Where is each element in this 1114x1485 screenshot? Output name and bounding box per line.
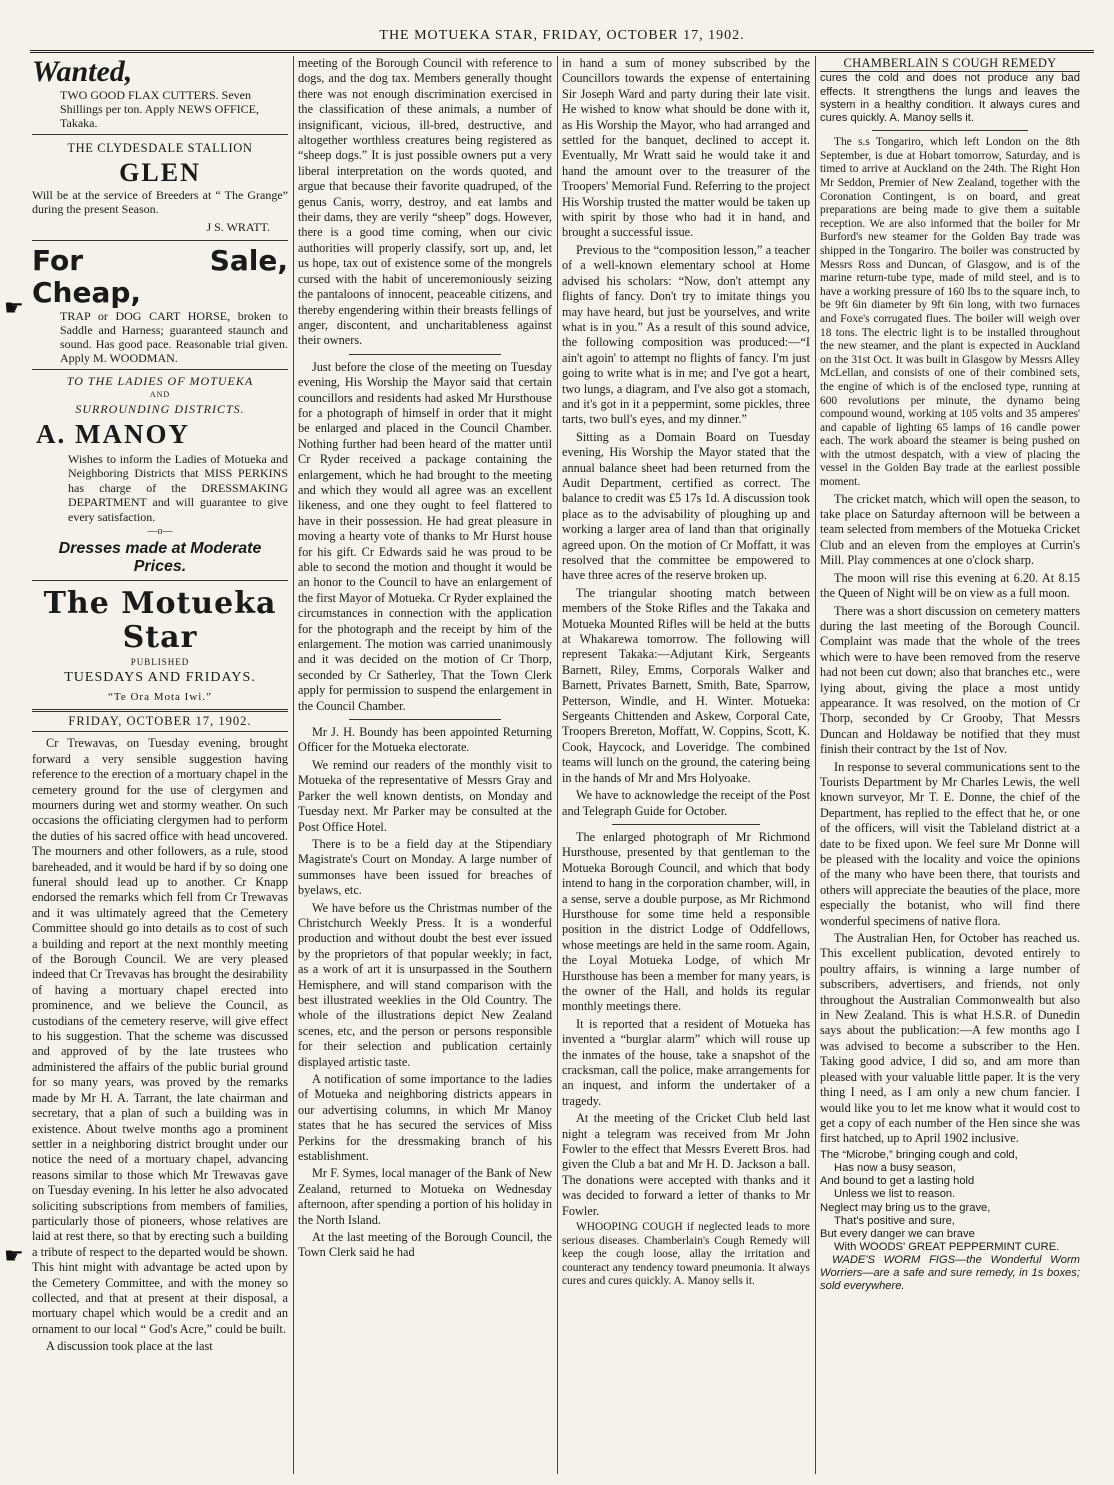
- divider: [612, 824, 761, 825]
- verse-line: And bound to get a lasting hold: [820, 1175, 975, 1188]
- article-dressmaking: A notification of some importance to the ladies of Motueka and neighboring districts appears in our advertising columns, in which Mr Manoy states that he has secured the services of Miss Perkins for the dressmaking branch of his establishment.: [298, 1072, 552, 1164]
- verse-line: Unless we list to reason.: [834, 1188, 956, 1201]
- advert-whooping-cough: WHOOPING COUGH if neglected leads to more serious diseases. Chamberlain's Cough Remedy will keep the cough loose, allay the irritation and counteract any tendency toward pneumonia. It always cures and cures quickly. A. Manoy sells it.: [562, 1221, 810, 1288]
- article-cricket-match: The cricket match, which will open the season, to take place on Saturday afternoon will be between a team selected from members of the Motueka Cricket Club and an eleven from the employes at Currin's Mill. Play commences at one o'clock sharp.: [820, 491, 1080, 568]
- divider: [32, 369, 288, 370]
- pointing-hand-icon: ☛: [4, 1244, 24, 1269]
- for-sale-body: TRAP or DOG CART HORSE, broken to Saddle and Harness; guaranteed staunch and sound. Has good pace. Reasonable trial given. Apply M. WOODMAN.: [60, 308, 288, 365]
- verse-woods-cure: [820, 1149, 1080, 1255]
- divider: [32, 134, 288, 135]
- cough-remedy-body: cures the cold and does not produce any bad effects. It strengthens the lungs and leaves the system in a healthy condition. It always cures and cures quickly. A. Manoy sells it.: [820, 72, 1080, 125]
- column-1: [32, 56, 288, 1474]
- for-sale-heading: For Sale, Cheap,: [32, 243, 288, 309]
- ladies-notice-line1: TO THE LADIES OF MOTUEKA: [66, 373, 254, 388]
- article-domain-board: Sitting as a Domain Board on Tuesday evening, His Worship the Mayor stated that the annual balance sheet had been returned from the Audit Department, certified as correct. The balance to credit was £5 17s 1d. A discussion took place as to the advisability of ploughing up and working a larger area of land than that originally agreed upon. On the motion of Cr Moffatt, it was resolved that the committee be empowered to have three acres of the reserve broken up.: [562, 429, 810, 583]
- glen-body: Will be at the service of Breeders at “ The Grange” during the present Season.: [32, 188, 288, 217]
- verse-line: Neglect may bring us to the grave,: [820, 1201, 991, 1214]
- article-composition: Previous to the “composition lesson,” a teacher of a well-known elementary school at Home advised his scholars: “Now, don't attempt any flights of fancy. Don't try to imitate things you may have heard, but just be yourselves, and write what is in you.” As a result of this sound advice, the following composition was produced:—“I ain't agoin' to attempt no flights of fancy. I'm just going to write what is in me; and I've got a heart, two lungs, a diagram, and I've also got a stomach, and it's got in it a peppermint, some pickles, three tarts, two bull's eyes, and my dinner.”: [562, 242, 810, 427]
- glen-signature: J S. WRATT.: [206, 220, 270, 235]
- manoy-body: Wishes to inform the Ladies of Motueka and Neighboring Districts that MISS PERKINS has charge of the DRESSMAKING DEPARTMENT and will guarantee to give every satisfaction.: [68, 451, 288, 524]
- column-3: [562, 56, 810, 1474]
- ladies-notice-and: AND: [149, 389, 171, 399]
- article-post-guide: We have to acknowledge the receipt of the Post and Telegraph Guide for October.: [562, 788, 810, 818]
- article-christmas-number: We have before us the Christmas number of the Christchurch Weekly Press. It is a wonderful production and without doubt the best ever issued by the proprietors of that popular weekly; in fact, as a work of art it is unsurpassed in the Southern Hemisphere, and will stand comparison with the best illustrated weeklies in the Old Country. The whole of the illustrations depict New Zealand scenes, etc, and the person or persons responsible for their selection and publication certainly displayed artistic taste.: [298, 900, 552, 1069]
- column-rule: [557, 56, 558, 1474]
- divider: [32, 240, 288, 241]
- dateline: FRIDAY, OCTOBER 17, 1902.: [32, 709, 288, 732]
- article-memorial-fund: in hand a sum of money subscribed by the Councillors towards the expense of entertaining Sir Joseph Ward and party during their late visit. He wished to know what should be done with it, as His Worship the Mayor, who had arranged and settled for the banquet, declined to accept it. Eventually, Mr Wratt said he would take it and hand the amount over to the treasurer of the Troopers' Memorial Fund. Referring to the project His Worship trusted the matter would be taken up with spirit by those who had it in hand, and brought a successful issue.: [562, 56, 810, 240]
- article-moon: The moon will rise this evening at 6.20. At 8.15 the Queen of Night will be on view as a full moon.: [820, 570, 1080, 601]
- article-dentists: We remind our readers of the monthly visit to Motueka of the representative of Messrs Gray and Parker the well known dentists, on Monday and Tuesday next. Mr Parker may be consulted at the Post Office Hotel.: [298, 757, 552, 834]
- published-label: PUBLISHED: [130, 656, 190, 667]
- article-dog-tax: meeting of the Borough Council with reference to dogs, and the dog tax. Members generally thought there was not enough discrimination exercised in the classification of these animals, a number of insignificant, vicious, ill-bred, destructive, and altogether worthless creatures being registered as “sheep dogs.” It is just possible owners put a very liberal interpretation on the words quoted, and argue that because their favorite quadruped, of the genus Canis, worry, destroy, and eat lambs and their dams, they are verily “sheep” dogs. However, there is a good time coming, when our civic authorities will properly classify, sort up, and, let us hope, tax out of existence some of the mongrels cursed with the habit of unceremoniously seizing the pantaloons of innocent, peaceable citizens, and thereby engendering within their breasts fellings of anger, discontent, and uncharitableness against their owners.: [298, 56, 552, 348]
- article-hursthouse: The enlarged photograph of Mr Richmond Hursthouse, presented by that gentleman to the Motueka Borough Council, and which that body intend to hang in the corporation chamber, will, in a sense, serve a double purpose, as Mr Richmond Hursthouse for some time held a responsible position in the district Lodge of Oddfellows, whose meetings are held in the same room. Again, the Loyal Motueka Lodge, of which Mr Hursthouse has been a member for many years, is the owner of the Hall, and holds its regular monthly meetings there.: [562, 829, 810, 1014]
- column-rule: [815, 56, 816, 1474]
- verse-line: The “Microbe,” bringing cough and cold,: [820, 1148, 1018, 1161]
- article-shooting-match: The triangular shooting match between members of the Stoke Rifles and the Takaka and Motueka Mounted Rifles will be held at the butts at Whakarewa tomorrow. The following will represent Takaka:—Adjutant Kirk, Sergeants Barnett, Riley, Emms, Corporals Walker and Barnett, Privates Barnett, Smith, Bate, Sparrow, Petterson, Windle, and H. Winter. Motueka: Sergeants Chittenden and Askew, Corporal Cate, Troopers Brereton, Moffatt, W. Coppins, Scott, K. Cook, Haycock, and Loveridge. The combined teams will lunch on the ground, the catering being in the hands of Mr and Mrs Holyoake.: [562, 585, 810, 785]
- glen-title: THE CLYDESDALE STALLION: [67, 141, 253, 155]
- column-rule: [293, 56, 294, 1474]
- dresses-line: Dresses made at Moderate Prices.: [58, 539, 262, 575]
- article-cricket-club: At the meeting of the Cricket Club held last night a telegram was received from Mr John Fowler to the effect that Messrs Everett Bros. had given the Club a bat and Mr H. D. Jackson a ball. The donations were accepted with thanks and it was decided to forward a letter of thanks to Mr Fowler.: [562, 1111, 810, 1218]
- article-australian-hen: The Australian Hen, for October has reached us. This excellent publication, devoted entirely to poultry affairs, is winning a large number of subscribers, advertisers, and friends, not only throughout the Australian Commonwealth but also in New Zealand. This is what H.S.R. of Dunedin says about the publication:—A few months ago I was advised to become a subscriber to the Hen. Taking good advice, I did so, and am more than pleased with your valuable little paper. It is the very thing I need, as I am only a new chum fancier. I would like you to let me know what it would cost to get a copy of each number of the Hen since she was first hatched, up to April 1902 inclusive.: [820, 931, 1080, 1146]
- article-burglar-alarm: It is reported that a resident of Motueka has invented a “burglar alarm” which will rouse up the inmates of the house, take a snapshot of the cracksman, call the police, make arrangements for an inquest, and inform the undertaker of a tragedy.: [562, 1016, 810, 1108]
- article-cemetery: There was a short discussion on cemetery matters during the last meeting of the Borough Council. Complaint was made that the whole of the trees which were to have been removed from the reserve had not been cut down; also that branches etc., were lying about, giving the place a most untidy appearance. It was resolved, on the motion of Cr Thorp, seconded by Cr Grooby, That Messrs Duncan and Holdaway be notified that they must finish their contract by the 1st of Nov.: [820, 603, 1080, 757]
- article-tourists-department: In response to several communications sent to the Tourists Department by Mr Charles Lewis, the well known surveyor, Mr T. E. Donne, the chief of the Department, has replied to the effect that he, or one of the officers, will visit the Tableland district at a date to be fixed upon. We feel sure Mr Donne will be pleased with the locality and voice the opinions of the many who have been there, that tourists and others will appreciate the beauties of the place, more especially the botanist, who will find there wonderful specimens of native flora.: [820, 759, 1080, 928]
- article-photograph: Just before the close of the meeting on Tuesday evening, His Worship the Mayor said that certain councillors and residents had asked Mr Hursthouse for a photograph of himself in order that it might be enlarged and placed in the Council Chamber. Nothing further had been heard of the matter until Cr Ryder received a package containing the enlargement, which he had brought to the meeting and which they would all agree was an excellent likeness, and one they ought to feel flattered to have in their possession. He had great pleasure in moving a hearty vote of thanks to Mr Hurst house for his gift. Cr Edwards said he was proud to be able to second the motion and thought it would be an honor to the Council to have an enlargement of the first Mayor of Motueka. Cr Ryder explained the circumstances in connection with the application for the photograph and the receipt by him of the enlargement. The motion was carried unanimously and it was decided on the motion of Cr Thorp, seconded by Cr Satherley, That the Town Clerk apply for permission to suspend the enlargement in the Council Chamber.: [298, 359, 552, 713]
- motto: “Te Ora Mota Iwi.”: [108, 690, 212, 703]
- ladies-notice-line2: SURROUNDING DISTRICTS.: [75, 401, 245, 416]
- divider: [349, 354, 501, 355]
- masthead: THE MOTUEKA STAR, FRIDAY, OCTOBER 17, 1902.: [30, 28, 1094, 53]
- divider: [349, 719, 501, 720]
- article-town-clerk: At the last meeting of the Borough Council, the Town Clerk said he had: [298, 1230, 552, 1260]
- newspaper-title: The Motueka Star: [43, 585, 277, 655]
- manoy-name: A. MANOY: [36, 418, 190, 449]
- verse-line: But every danger we can brave: [820, 1227, 975, 1240]
- ornament: —o—: [147, 526, 173, 538]
- article-mortuary-chapel: Cr Trewavas, on Tuesday evening, brought forward a very sensible suggestion having reference to the erection of a mortuary chapel in the cemetery ground for the use of clergymen and mourners during wet and stormy weather. On such occasions the officiating clergymen had to perform the duties of his sacred office with head uncovered. The mourners and other followers, as a rule, stood bareheaded, and it would be hard if by so doing one funeral should lead up to another. Cr Knapp endorsed the remarks which fell from Cr Trewavas and it was ultimately agreed that the Cemetery Committee should go into details as to cost of such a building and report at the next monthly meeting of the Borough Council. We are very pleased indeed that Cr Trevavas has brought the desirability of having a mortuary chapel erected into prominence, and we believe the Council, as custodians of the cemetery reserve, will give effect to his suggestion. That the scheme was discussed and approved of by the late trustees who administered the affairs of the public burial ground for so many years, was proved by the remarks made by Mr H. A. Tarrant, the late chairman and secretary, that a plan of such a building was in existence. About twelve months ago a prominent settler in a neighboring district brought under our notice the need of a mortuary chapel, advancing reasons similar to those which Mr Trewavas gave on Tuesday evening. In his letter he also advocated soliciting subscriptions from members of families, particularly those of pioneers, whose relatives are laid at rest there, so that by erecting such a building a tribute of respect to the departed would be shown. This hint might with advantage be acted upon by the Cemetery Committee, and with the money so collected, and that at present at their disposal, a mortuary chapel which would be a credit and an ornament to our local “ God's Acre,” could be built.: [32, 736, 288, 1336]
- verse-line: That's positive and sure,: [834, 1214, 955, 1227]
- column-2: [298, 56, 552, 1474]
- divider: [872, 130, 1028, 131]
- pointing-hand-icon: ☛: [4, 296, 24, 321]
- verse-line: With WOODS' GREAT PEPPERMINT CURE.: [834, 1241, 1060, 1254]
- wanted-body: TWO GOOD FLAX CUTTERS. Seven Shillings per ton. Apply NEWS OFFICE, Takaka.: [60, 88, 260, 130]
- article-tongariro: The s.s Tongariro, which left London on the 8th September, is due at Hobart tomorrow, Saturday, and is timed to arrive at Auckland on the 24th. The Right Hon Mr Seddon, Premier of New Zealand, together with the Coronation Contingent, is on board, and great preparations are being made to give them a suitable reception. We are also informed that the boiler for Mr Burford's new steamer for the Golden Bay trade was shipped in the Tongariro. The boiler was constructed by Messrs Ross and Duncan, of Glasgow, and is of the marine return-tube type, made of mild steel, and is to have a working pressure of 160 lbs to the square inch, to be 9ft 6in diameter by 9ft 6in long, with two furnaces and Foxe's corrugated flues. The boiler will weigh over 18 tons. The electric light is to be installed throughout the new steamer, and the plant is expected in Auckland on the 31st Oct. It was built in Glasgow by Messrs Alley McLellan, and consists of one of their combined sets, the engine of which is of the enclosed type, running at 600 revolutions per minute, the dynamo being compound wound, working at 105 volts and 35 amperes' and capable of lighting 65 lamps of 16 candle power each. The work aboard the steamer is being pushed on with the utmost despatch, with a view of placing the vessel in the Golden Bay trade at the earliest possible moment.: [820, 136, 1080, 489]
- verse-line: Has now a busy season,: [834, 1161, 956, 1174]
- advert-worm-figs: WADE'S WORM FIGS—the Wonderful Worm Worriers—are a safe and sure remedy, in 1s boxes; sold everywhere.: [820, 1254, 1080, 1293]
- article-symes: Mr F. Symes, local manager of the Bank of New Zealand, returned to Motueka on Wednesday afternoon, after spending a portion of his holiday in the North Island.: [298, 1166, 552, 1227]
- article-returning-officer: Mr J. H. Boundy has been appointed Returning Officer for the Motueka electorate.: [298, 725, 552, 755]
- divider: [32, 580, 288, 581]
- article-field-day: There is to be a field day at the Stipendiary Magistrate's Court on Monday. A large number of summonses have been issued for breaches of byelaws, etc.: [298, 836, 552, 898]
- column-4: [820, 56, 1080, 1474]
- publication-days: TUESDAYS AND FRIDAYS.: [64, 670, 256, 686]
- cough-remedy-heading: CHAMBERLAIN S COUGH REMEDY: [820, 56, 1080, 72]
- article-continued-line: A discussion took place at the last: [46, 1339, 213, 1354]
- wanted-heading: Wanted,: [32, 56, 133, 88]
- glen-name: GLEN: [119, 158, 201, 188]
